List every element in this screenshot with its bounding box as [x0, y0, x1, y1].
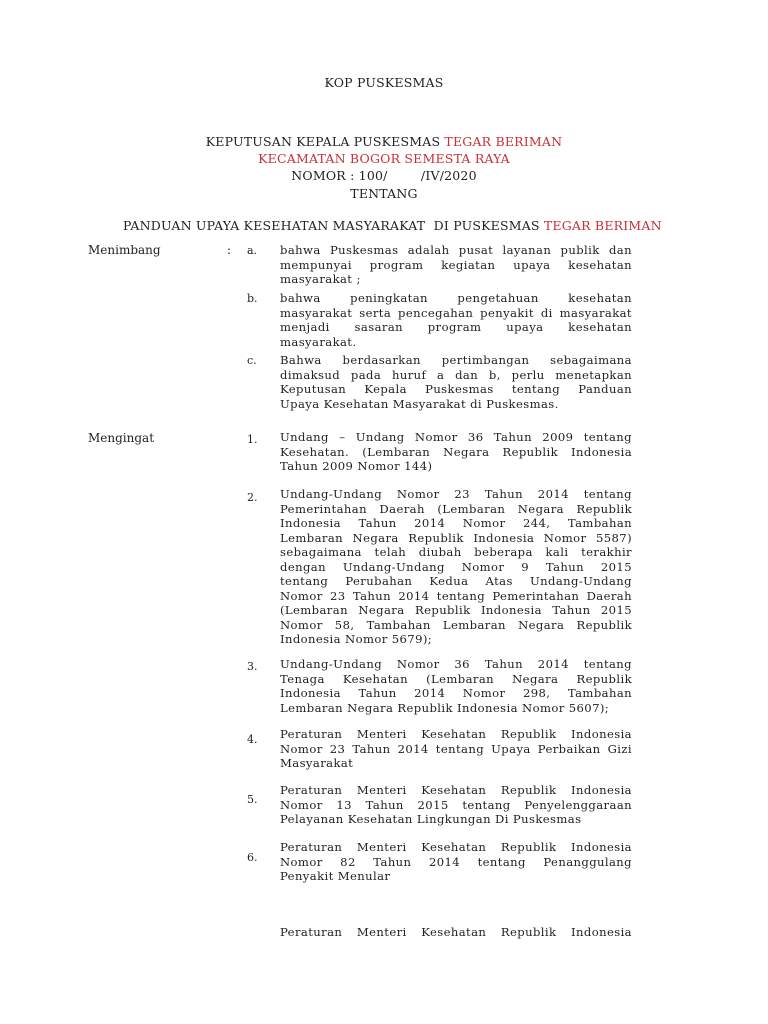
mengingat-item-4 — [280, 727, 632, 771]
text-line: Nomor 13 Tahun 2015 tentang Penyelenggaraan — [280, 797, 632, 812]
text-line: masyarakat. — [280, 334, 357, 349]
text-line: Penyakit Menular — [280, 869, 391, 883]
tentang-line: TENTANG — [350, 186, 418, 201]
menimbang-item-b — [280, 291, 632, 349]
text-line: tentang Perubahan Kedua Atas Undang-Undang — [280, 574, 632, 588]
text-line: masyarakat ; — [280, 272, 361, 286]
decree-title-line1 — [0, 134, 768, 149]
kop-heading: KOP PUSKESMAS — [324, 75, 444, 90]
text-line: Undang – Undang Nomor 36 Tahun 2009 tentang — [280, 430, 632, 444]
text-line: Keputusan Kepala Puskesmas tentang Panduan — [280, 382, 632, 396]
menimbang-label: Menimbang — [88, 243, 161, 257]
text-line: Pemerintahan Daerah (Lembaran Negara Republik — [280, 501, 632, 516]
text-line: Peraturan Menteri Kesehatan Republik Indonesia — [280, 727, 632, 741]
text-line: Pelayanan Kesehatan Lingkungan Di Puskesmas — [280, 812, 582, 826]
mengingat-item-1 — [280, 430, 632, 474]
text-line: Tenaga Kesehatan (Lembaran Negara Republik — [280, 671, 632, 686]
mengingat-marker-4: 4. — [247, 733, 258, 746]
menimbang-marker-c: c. — [247, 354, 257, 367]
mengingat-marker-1: 1. — [247, 433, 258, 446]
menimbang-marker-a: a. — [247, 244, 258, 257]
mengingat-item-6 — [280, 840, 632, 884]
text-line: dimaksud pada huruf a dan b, perlu menetapkan — [280, 367, 632, 382]
text-line: masyarakat serta pencegahan penyakit di masyarakat — [280, 305, 632, 320]
text-line: Nomor 23 Tahun 2014 tentang Upaya Perbaikan Gizi — [280, 741, 632, 756]
puskesmas-name: TEGAR BERIMAN — [444, 134, 563, 149]
text-line: Indonesia Tahun 2014 Nomor 244, Tambahan — [280, 516, 632, 530]
text-line: Lembaran Negara Republik Indonesia Nomor 5607); — [280, 700, 610, 715]
text-line: Undang-Undang Nomor 36 Tahun 2014 tentang — [280, 657, 632, 671]
text-line: bahwa peningkatan pengetahuan kesehatan — [280, 291, 632, 305]
subject-black: PANDUAN UPAYA KESEHATAN MASYARAKAT DI PUSKESMAS — [122, 218, 544, 233]
text-line: Indonesia Tahun 2014 Nomor 298, Tambahan — [280, 686, 632, 700]
text-line: dengan Undang-Undang Nomor 9 Tahun 2015 — [280, 559, 632, 574]
mengingat-item-7 — [280, 925, 632, 940]
text-line: Bahwa berdasarkan pertimbangan sebagaimana — [280, 353, 632, 367]
mengingat-marker-5: 5. — [247, 793, 258, 806]
text-line: bahwa Puskesmas adalah pusat layanan publik dan — [280, 243, 632, 257]
mengingat-item-2 — [280, 487, 632, 647]
menimbang-item-a — [280, 243, 632, 287]
nomor-line: NOMOR : 100/ /IV/2020 — [291, 168, 477, 183]
menimbang-marker-b: b. — [247, 292, 258, 305]
text-line: Nomor 23 Tahun 2014 tentang Pemerintahan Daerah — [280, 588, 632, 603]
text-line: Peraturan Menteri Kesehatan Republik Indonesia — [280, 925, 632, 939]
subject-puskesmas-name: TEGAR BERIMAN — [543, 218, 662, 233]
text-line: Tahun 2009 Nomor 144) — [280, 459, 433, 473]
text-line: (Lembaran Negara Republik Indonesia Tahun 2015 — [280, 603, 632, 617]
mengingat-marker-6: 6. — [247, 851, 258, 864]
text-line: Upaya Kesehatan Masyarakat di Puskesmas. — [280, 396, 559, 411]
menimbang-item-c — [280, 353, 632, 411]
mengingat-item-5 — [280, 783, 632, 827]
text-line: Indonesia Nomor 5679); — [280, 632, 433, 646]
text-line: Peraturan Menteri Kesehatan Republik Indonesia — [280, 783, 632, 797]
decree-title-black: KEPUTUSAN KEPALA PUSKESMAS — [205, 134, 445, 149]
text-line: sebagaimana telah diubah beberapa kali terakhir — [280, 545, 632, 559]
text-line: Nomor 82 Tahun 2014 tentang Penanggulang — [280, 854, 632, 869]
text-line: Nomor 58, Tambahan Lembaran Negara Republik — [280, 617, 632, 632]
text-line: Undang-Undang Nomor 23 Tahun 2014 tentang — [280, 487, 632, 501]
text-line: mempunyai program kegiatan upaya kesehatan — [280, 257, 632, 272]
text-line: menjadi sasaran program upaya kesehatan — [280, 320, 632, 334]
text-line: Peraturan Menteri Kesehatan Republik Indonesia — [280, 840, 632, 854]
text-line: Masyarakat — [280, 756, 354, 770]
mengingat-marker-2: 2. — [247, 491, 258, 504]
menimbang-colon: : — [227, 243, 232, 257]
mengingat-marker-3: 3. — [247, 660, 258, 673]
mengingat-label: Mengingat — [88, 431, 155, 445]
mengingat-item-3 — [280, 657, 632, 715]
text-line: Kesehatan. (Lembaran Negara Republik Indonesia — [280, 444, 632, 459]
text-line: Lembaran Negara Republik Indonesia Nomor 5587) — [280, 530, 632, 545]
subject-line — [0, 203, 768, 248]
kecamatan-line: KECAMATAN BOGOR SEMESTA RAYA — [258, 151, 510, 166]
